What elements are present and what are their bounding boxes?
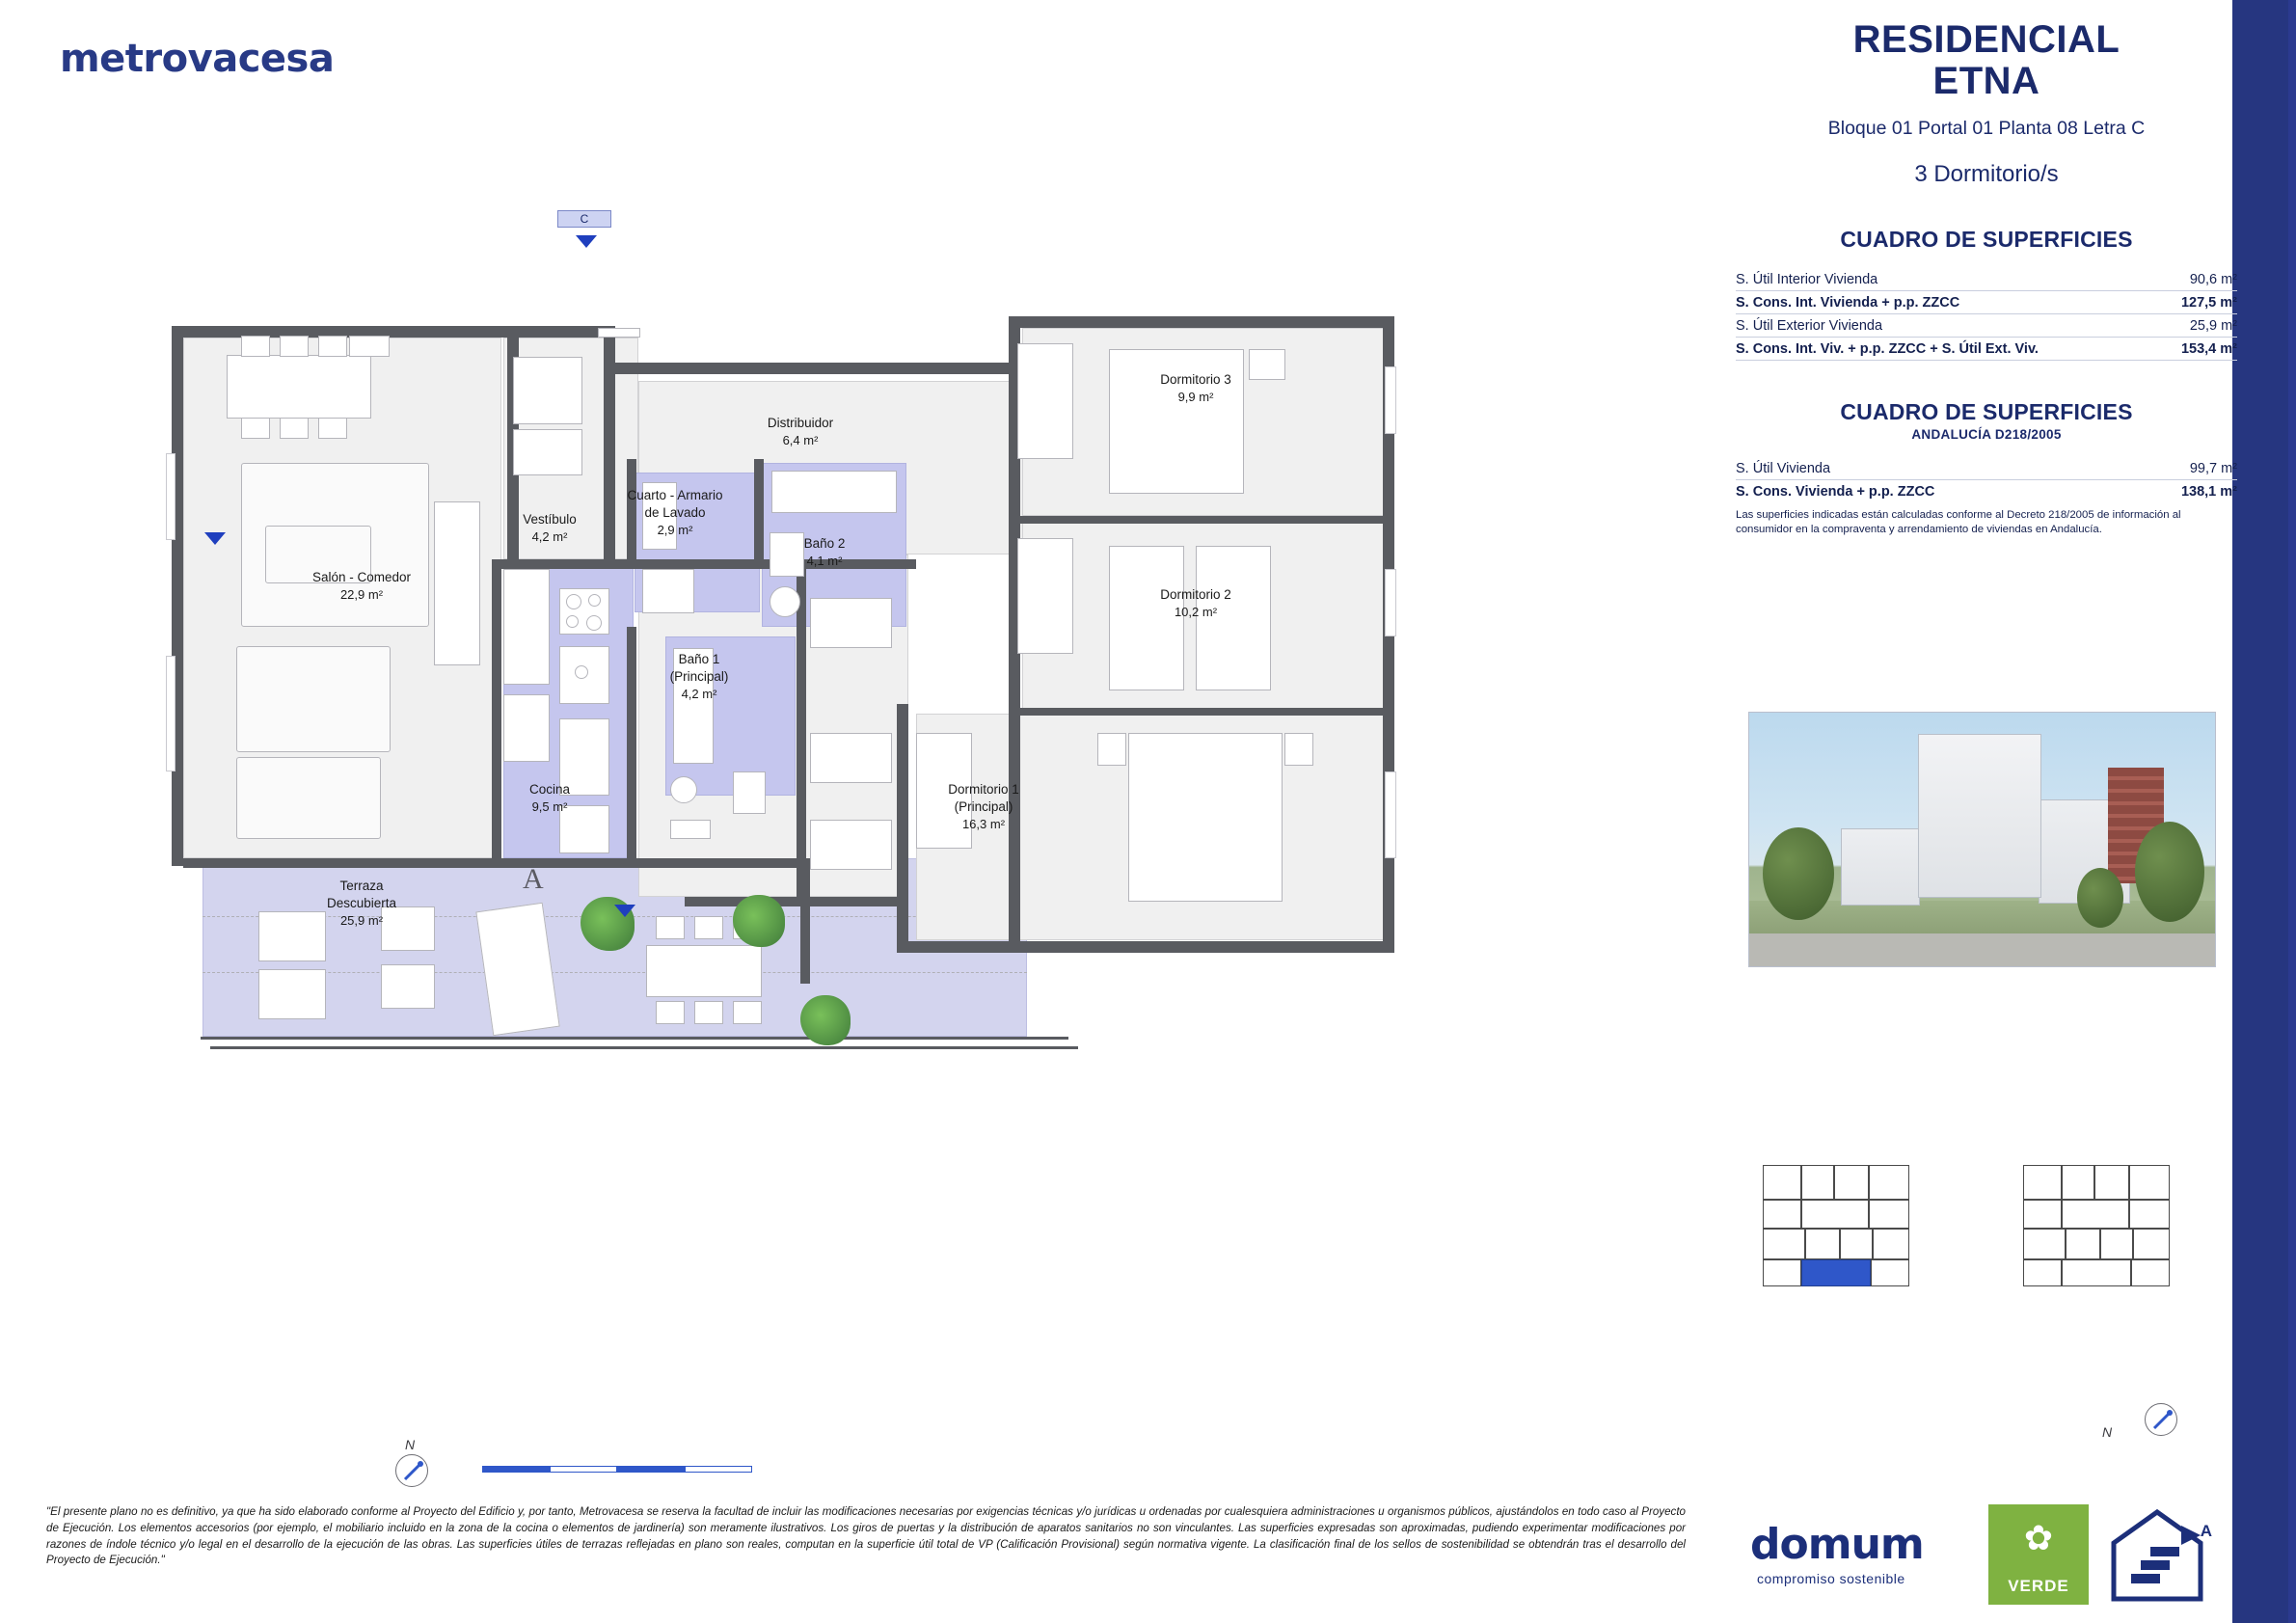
- info-panel: [1736, 19, 2237, 537]
- house-icon: [2106, 1504, 2208, 1605]
- leaf-icon: ✿: [2023, 1518, 2054, 1557]
- surface-label: S. Útil Vivienda: [1736, 457, 2127, 480]
- window: [166, 656, 176, 771]
- energy-letter: A: [2200, 1522, 2212, 1540]
- label-cocina: Cocina 9,5 m²: [528, 782, 571, 815]
- project-title-line1: RESIDENCIAL: [1852, 18, 2120, 61]
- verde-label: VERDE: [2008, 1577, 2069, 1595]
- surface-label: S. Cons. Vivienda + p.p. ZZCC: [1736, 483, 1935, 500]
- render-road: [1749, 933, 2215, 966]
- terrace-lounger: [258, 969, 326, 1019]
- surface-value: 127,5 m²: [2159, 291, 2237, 314]
- verde-badge: [1988, 1504, 2089, 1605]
- render-tree: [1763, 827, 1834, 920]
- label-distribuidor: Distribuidor 6,4 m²: [767, 416, 834, 448]
- domum-tagline: compromiso sostenible: [1757, 1571, 1905, 1586]
- terrace-chair: [656, 1001, 685, 1024]
- label-terraza: Terraza Descubierta 25,9 m²: [326, 879, 397, 929]
- disclaimer-text: "El presente plano no es definitivo, ya que ha sido elaborado conforme al Proyecto del Edificio y, por tanto, Metrovacesa se reserva la facultad de incluir las modificaciones necesarias por exigencias técnicas y/o jurídicas u ordenadas por cualesquiera administraciones u organismos públicos, ajustándolos en todo caso al Proyecto de Ejecución. Los elementos accesorios (por ejemplo, el mobiliario incluido en la zona de la cocina o elementos de jardinería) son meramente ilustrativos. Los giros de puertas y la distribución de aparatos sanitarios no son vinculantes. Las superficies expresadas son aproximadas, pudiendo experimentar modificaciones por razones de índole técnico y/o legal en el desarrollo de la ejecución de las obras. Las superficies útiles de terrazas reflejadas en plano son reales, computan en la superficie útil total de VP (Calificación Provisional) según normativa vigente. La clasificación final de los sellos de sostenibilidad se obtendrán tras el desarrollo del Proyecto de Ejecución.": [46, 1505, 1686, 1567]
- render-tree: [2135, 822, 2204, 922]
- kitchen-hob: [559, 588, 609, 635]
- hob-burner-icon: [588, 594, 601, 607]
- table-row: [1736, 338, 2237, 361]
- armchair: [236, 757, 381, 839]
- bathtub: [771, 471, 897, 513]
- corridor-closet: [810, 820, 892, 870]
- terrace-chair: [656, 916, 685, 939]
- interior-wall: [183, 858, 501, 868]
- metrovacesa-logo: metrovacesa: [60, 37, 335, 81]
- hob-burner-icon: [586, 615, 602, 631]
- kitchen-counter: [503, 569, 550, 685]
- surface-value: 25,9 m²: [2159, 314, 2237, 338]
- section-marker-c: C: [557, 210, 611, 228]
- surfaces-table: [1736, 268, 2237, 361]
- cabinet: [349, 336, 390, 357]
- north-label: N: [405, 1437, 416, 1452]
- nightstand: [1284, 733, 1313, 766]
- table-row: [1736, 480, 2237, 503]
- key-plan-upper-floor: [2023, 1165, 2170, 1286]
- wardrobe: [1017, 538, 1073, 654]
- section-arrow-left: [204, 532, 226, 545]
- terrace-chair: [733, 1001, 762, 1024]
- compass-icon: [395, 1454, 428, 1487]
- dining-chair: [318, 336, 347, 357]
- floor-plan: [145, 212, 1543, 1177]
- label-bano-2: Baño 2 4,1 m²: [803, 536, 846, 569]
- washing-machine: [642, 569, 694, 613]
- label-dormitorio-3: Dormitorio 3 9,9 m²: [1160, 372, 1231, 405]
- label-salon-comedor: Salón - Comedor 22,9 m²: [311, 570, 412, 603]
- bedroom-count: 3 Dormitorio/s: [1914, 161, 2059, 188]
- nightstand: [1097, 733, 1126, 766]
- key-plan-highlight: [1801, 1259, 1871, 1286]
- interior-wall: [492, 559, 636, 569]
- corridor-closet: [810, 733, 892, 783]
- wardrobe: [513, 357, 582, 424]
- terrace-edge: [201, 1037, 1068, 1040]
- north-label-secondary: N: [2102, 1424, 2113, 1440]
- corridor-closet: [810, 598, 892, 648]
- planter: [733, 895, 785, 947]
- section-arrow-top: [576, 235, 597, 248]
- surface-value: 90,6 m²: [2159, 268, 2237, 291]
- surfaces-andalucia-heading: CUADRO DE SUPERFICIES: [1840, 399, 2133, 425]
- surface-value: 99,7 m²: [2127, 457, 2237, 480]
- key-plan-lower-floor: [1763, 1165, 1909, 1286]
- dining-chair: [318, 418, 347, 439]
- entry-door: [598, 328, 640, 338]
- wc: [733, 771, 766, 814]
- table-row: [1736, 268, 2237, 291]
- label-bano-1: Baño 1 (Principal) 4,2 m²: [669, 652, 729, 702]
- render-building-main: [1918, 734, 2041, 898]
- exterior-wall: [604, 363, 1018, 374]
- dining-table: [227, 355, 371, 419]
- washbasin: [670, 776, 697, 803]
- render-building-left: [1841, 828, 1920, 906]
- compass-icon-secondary: [2145, 1403, 2177, 1436]
- surfaces-andalucia-table: [1736, 457, 2237, 502]
- washbasin: [770, 586, 800, 617]
- exterior-wall: [897, 941, 1394, 953]
- wardrobe: [513, 429, 582, 475]
- interior-wall: [492, 559, 501, 866]
- dining-chair: [241, 336, 270, 357]
- surfaces-andalucia-subheading: ANDALUCÍA D218/2005: [1911, 427, 2062, 443]
- planter: [800, 995, 851, 1045]
- armchair: [236, 646, 391, 752]
- label-cuarto-lavado: Cuarto - Armario de Lavado 2,9 m²: [627, 488, 723, 538]
- label-dormitorio-2: Dormitorio 2 10,2 m²: [1160, 587, 1231, 620]
- label-dormitorio-1: Dormitorio 1 (Principal) 16,3 m²: [948, 782, 1019, 832]
- terrace-chair: [694, 1001, 723, 1024]
- table-row: [1736, 457, 2237, 480]
- project-title: [1736, 19, 2237, 102]
- dining-chair: [280, 336, 309, 357]
- window: [1385, 569, 1396, 636]
- render-tree: [2077, 868, 2123, 928]
- terrace-chair: [694, 916, 723, 939]
- exterior-wall: [172, 326, 183, 866]
- surface-label: S. Cons. Int. Viv. + p.p. ZZCC + S. Útil Ext. Viv.: [1736, 338, 2159, 361]
- terrace-edge: [210, 1046, 1078, 1049]
- window: [1385, 366, 1396, 434]
- andalucia-note: Las superficies indicadas están calculadas conforme al Decreto 218/2005 de información al consumidor en la compraventa y arrendamiento de viviendas en Andalucía.: [1736, 509, 2181, 536]
- surfaces-heading: CUADRO DE SUPERFICIES: [1840, 227, 2133, 253]
- project-title-line2: ETNA: [1932, 60, 2040, 103]
- surface-value: 153,4 m²: [2159, 338, 2237, 361]
- surface-label: S. Cons. Int. Vivienda + p.p. ZZCC: [1736, 291, 2159, 314]
- right-edge-bar: [2232, 0, 2296, 1623]
- terrace-dining-table: [646, 945, 762, 997]
- terrace-chair: [381, 964, 435, 1009]
- window: [1385, 771, 1396, 858]
- label-vestibulo: Vestíbulo 4,2 m²: [523, 512, 577, 545]
- bathroom-mirror: [670, 820, 711, 839]
- dining-chair: [241, 418, 270, 439]
- scale-bar: [482, 1466, 752, 1477]
- building-render: [1748, 712, 2216, 967]
- interior-wall: [1011, 516, 1387, 524]
- interior-wall: [800, 858, 810, 984]
- window: [166, 453, 176, 540]
- sink-drain-icon: [575, 665, 588, 679]
- dining-chair: [280, 418, 309, 439]
- interior-wall: [685, 897, 906, 906]
- table-row: [1736, 291, 2237, 314]
- terrace-guide-line: [203, 972, 1027, 973]
- kitchen-cabinet: [503, 694, 550, 762]
- energy-certificate-badge: [2106, 1504, 2212, 1605]
- domum-logo: domum: [1750, 1520, 1924, 1569]
- section-letter-a: A: [523, 863, 544, 895]
- table-row: [1736, 314, 2237, 338]
- hob-burner-icon: [566, 615, 579, 628]
- section-arrow-kitchen: [614, 905, 635, 917]
- surface-label: S. Útil Interior Vivienda: [1736, 268, 2159, 291]
- right-edge-bar-inner: [2232, 0, 2288, 1623]
- surface-label: S. Útil Exterior Vivienda: [1736, 314, 2159, 338]
- sideboard: [434, 501, 480, 665]
- interior-wall: [1011, 708, 1387, 716]
- bed-dormitorio-1: [1128, 733, 1283, 902]
- wardrobe: [1017, 343, 1073, 459]
- surface-value: 138,1 m²: [2180, 483, 2237, 500]
- unit-location: Bloque 01 Portal 01 Planta 08 Letra C: [1827, 118, 2146, 140]
- exterior-wall: [1009, 316, 1394, 328]
- hob-burner-icon: [566, 594, 581, 609]
